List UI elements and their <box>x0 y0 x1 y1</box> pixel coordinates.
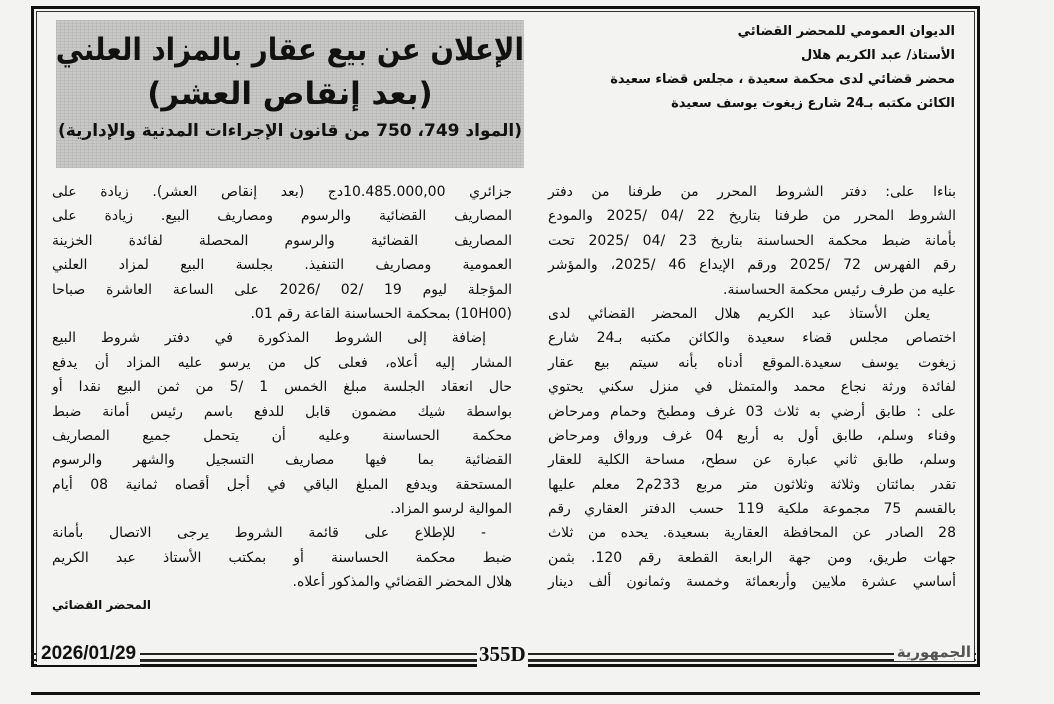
body-text-line: بواسطة شيك مضمون قابل للدفع باسم رئيس أمانة ضبط <box>52 403 512 420</box>
notice-title-banner <box>56 20 524 168</box>
notice-body-right-column <box>548 180 956 595</box>
body-text-line: المؤجلة ليوم 19 /02 /2026 على الساعة العاشرة صباحا <box>52 281 512 298</box>
issuer-address: الكائن مكتبه بـ24 شارع زيغوت يوسف سعيدة <box>671 96 955 111</box>
newspaper-logo: الجمهورية <box>894 643 974 661</box>
body-text-line: وسلم، طابق ثاني عبارة عن سطح، مساحة الكلية للعقار <box>548 452 956 469</box>
body-text-line: جزائري 10.485.000,00دج (بعد إنقاص العشر). زيادة على <box>52 184 512 200</box>
body-text-line: هلال المحضر القضائي والمذكور أعلاه. <box>292 574 512 591</box>
body-text-line: عليه من طرف رئيس محكمة الحساسنة. <box>723 281 956 298</box>
body-text-line: 28 الصادر عن المحافظة العقارية بسعيدة. يحده من ثلاث <box>548 525 956 542</box>
body-text-line: العمومية ومصاريف التنفيذ. بجلسة البيع لمزاد العلني <box>52 257 512 274</box>
signature: المحضر القضائي <box>52 598 152 612</box>
body-text-line: جهات طريق، ومن جهة الرابعة القطعة رقم 120. بثمن <box>548 549 956 566</box>
publication-date: 2026/01/29 <box>37 643 140 665</box>
body-text-line: محكمة الحساسنة وعليه أن يتحمل جميع المصاريف <box>52 427 512 444</box>
body-text-line: الشروط المحرر من طرفنا بتاريخ 22 /04 /2025 والمودع <box>548 208 957 225</box>
body-text-line: ضبط محكمة الحساسنة أو بمكتب الأستاذ عبد الكريم <box>52 549 512 566</box>
body-text-line: اختصاص مجلس قضاء سعيدة والكائن مكتبه بـ24 شارع <box>548 330 957 347</box>
body-text-line: الموالية لرسو المزاد. <box>390 501 512 518</box>
body-text-line: - للإطلاع على قائمة الشروط يرجى الاتصال بأمانة <box>52 525 486 542</box>
body-text-line: بأمانة ضبط محكمة الحساسنة بتاريخ 23 /04 /2025 تحت <box>548 232 956 249</box>
notice-body-left-column <box>52 180 512 595</box>
ad-code: 355D <box>479 642 526 666</box>
body-text-line: يعلن الأستاذ عبد الكريم هلال المحضر القضائي لدى <box>548 305 930 322</box>
body-text-line: المصاريف القضائية والرسوم المحصلة لفائدة الخزينة <box>52 232 512 249</box>
body-text-line: زيغوت يوسف سعيدة.الموقع أدناه بأنه سيتم بيع عقار <box>548 354 956 371</box>
page-divider <box>31 692 980 695</box>
issuer-block <box>560 20 955 116</box>
body-text-line: على : طابق أرضي به ثلاث 03 غرف ومطبخ وحمام ومرحاض <box>548 403 956 420</box>
body-text-line: القضائية بما فيها مصاريف التسجيل والشهر والرسوم <box>52 452 512 469</box>
notice-title: الإعلان عن بيع عقار بالمزاد العلني <box>55 32 524 68</box>
notice-legal-reference: (المواد 749، 750 من قانون الإجراءات المدنية والإدارية) <box>57 121 523 141</box>
body-text-line: المشار إليه أعلاه، فعلى كل من يرسو عليه المزاد أن يدفع <box>52 354 512 371</box>
body-text-line: لفائدة ورثة نجاع محمد والمتمثل في منزل سكني يحتوي <box>548 379 956 396</box>
body-text-line: وفناء وسلم، طابق أول به أربع 04 غرف ورواق ومرحاض <box>548 427 956 444</box>
body-text-line: رقم الفهرس 72 /2025 ورقم الإيداع 46 /2025، والمؤشر <box>548 257 956 274</box>
body-text-line: إضافة إلى الشروط المذكورة في دفتر شروط البيع <box>52 330 486 347</box>
body-text-line: بالقسم 75 مجموعة ملكية 119 حسب الدفتر العقاري رقم <box>548 501 956 518</box>
body-text-line: (10H00) بمحكمة الحساسنة القاعة رقم 01. <box>250 305 512 322</box>
body-text-line: أساسي عشرة ملايين وأربعمائة وخمسة وثمانون ألف دينار <box>548 574 956 591</box>
issuer-title: محضر قضائي لدى محكمة سعيدة ، مجلس قضاء سعيدة <box>610 72 955 87</box>
body-text-line: حال انعقاد الجلسة مبلغ الخمس 1 /5 من ثمن البيع نقدا أو <box>52 379 513 396</box>
body-text-line: تقدر بمائتان وثلاثة وثلاثون متر مربع 233م2 معلم عليها <box>548 476 956 493</box>
issuer-office: الديوان العمومي للمحضر القضائي <box>737 24 955 39</box>
notice-title-qualifier: (بعد إنقاص العشر) <box>147 76 433 112</box>
body-text-line: المصاريف القضائية والرسوم ومصاريف البيع. زيادة على <box>52 208 512 225</box>
body-text-line: بناءا على: دفتر الشروط المحرر من طرفنا من دفتر <box>548 184 956 200</box>
body-text-line: المستحقة ويدفع المبلغ الباقي في أجل أقصاه ثمانية 08 أيام <box>52 476 512 493</box>
issuer-name: الأستاذ/ عبد الكريم هلال <box>800 48 955 63</box>
page-footer <box>31 642 978 667</box>
